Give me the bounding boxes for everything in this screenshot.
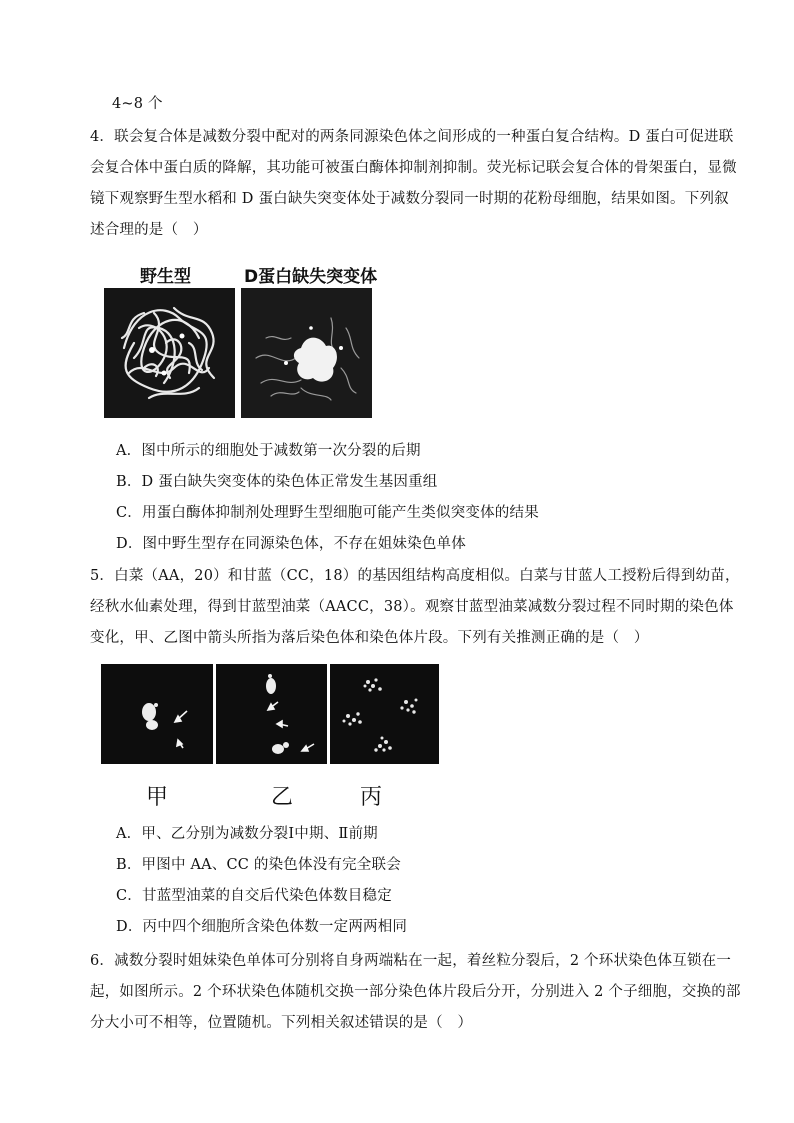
- q6-line-3: 分大小可不相等，位置随机。下列相关叙述错误的是（ ）: [90, 1015, 473, 1031]
- q4-option-d: D．图中野生型存在同源染色体，不存在姐妹染色单体: [116, 536, 466, 552]
- q4-option-a: A．图中所示的细胞处于减数第一次分裂的后期: [116, 443, 421, 459]
- figure-label-mutant: D蛋白缺失突变体: [244, 267, 378, 287]
- wild-type-micrograph: [104, 288, 235, 418]
- answer-range-text: 4~8 个: [112, 96, 163, 112]
- panel-label-jia: 甲: [146, 785, 169, 810]
- q5-option-d: D．丙中四个细胞所含染色体数一定两两相同: [116, 919, 408, 935]
- q5-line-3: 变化，甲、乙图中箭头所指为落后染色体和染色体片段。下列有关推测正确的是（ ）: [90, 630, 649, 646]
- q5-option-a: A．甲、乙分别为减数分裂Ⅰ中期、Ⅱ前期: [116, 826, 378, 842]
- q4-line-2: 会复合体中蛋白质的降解，其功能可被蛋白酶体抑制剂抑制。荧光标记联会复合体的骨架蛋白，显微: [90, 160, 737, 176]
- q6-line-1: 6．减数分裂时姐妹染色单体可分别将自身两端粘在一起，着丝粒分裂后，2 个环状染色体互锁在一: [90, 953, 732, 969]
- q4-line-1: 4．联会复合体是减数分裂中配对的两条同源染色体之间形成的一种蛋白复合结构。D 蛋白可促进联: [90, 129, 734, 145]
- q5-option-c: C．甘蓝型油菜的自交后代染色体数目稳定: [116, 888, 392, 904]
- mutant-micrograph: [241, 288, 372, 418]
- panel-label-bing: 丙: [360, 785, 383, 810]
- q4-line-3: 镜下观察野生型水稻和 D 蛋白缺失突变体处于减数分裂同一时期的花粉母细胞，结果如图。下列叙: [90, 191, 729, 207]
- q4-option-b: B．D 蛋白缺失突变体的染色体正常发生基因重组: [116, 474, 438, 490]
- panel-bing-micrograph: [330, 664, 439, 764]
- q5-option-b: B．甲图中 AA、CC 的染色体没有完全联会: [116, 857, 401, 873]
- panel-jia-micrograph: [101, 664, 213, 764]
- q6-line-2: 起，如图所示。2 个环状染色体随机交换一部分染色体片段后分开，分别进入 2 个子细胞，交换的部: [90, 984, 741, 1000]
- q5-line-1: 5．白菜（AA，20）和甘蓝（CC，18）的基因组结构高度相似。白菜与甘蓝人工授粉后得到幼苗，: [90, 568, 740, 584]
- q5-line-2: 经秋水仙素处理，得到甘蓝型油菜（AACC，38）。观察甘蓝型油菜减数分裂过程不同时期的染色体: [90, 599, 734, 615]
- q4-line-4: 述合理的是（ ）: [90, 222, 208, 238]
- panel-yi-micrograph: [216, 664, 327, 764]
- panel-label-yi: 乙: [271, 785, 294, 810]
- q4-option-c: C．用蛋白酶体抑制剂处理野生型细胞可能产生类似突变体的结果: [116, 505, 539, 521]
- figure-label-wild-type: 野生型: [140, 267, 191, 287]
